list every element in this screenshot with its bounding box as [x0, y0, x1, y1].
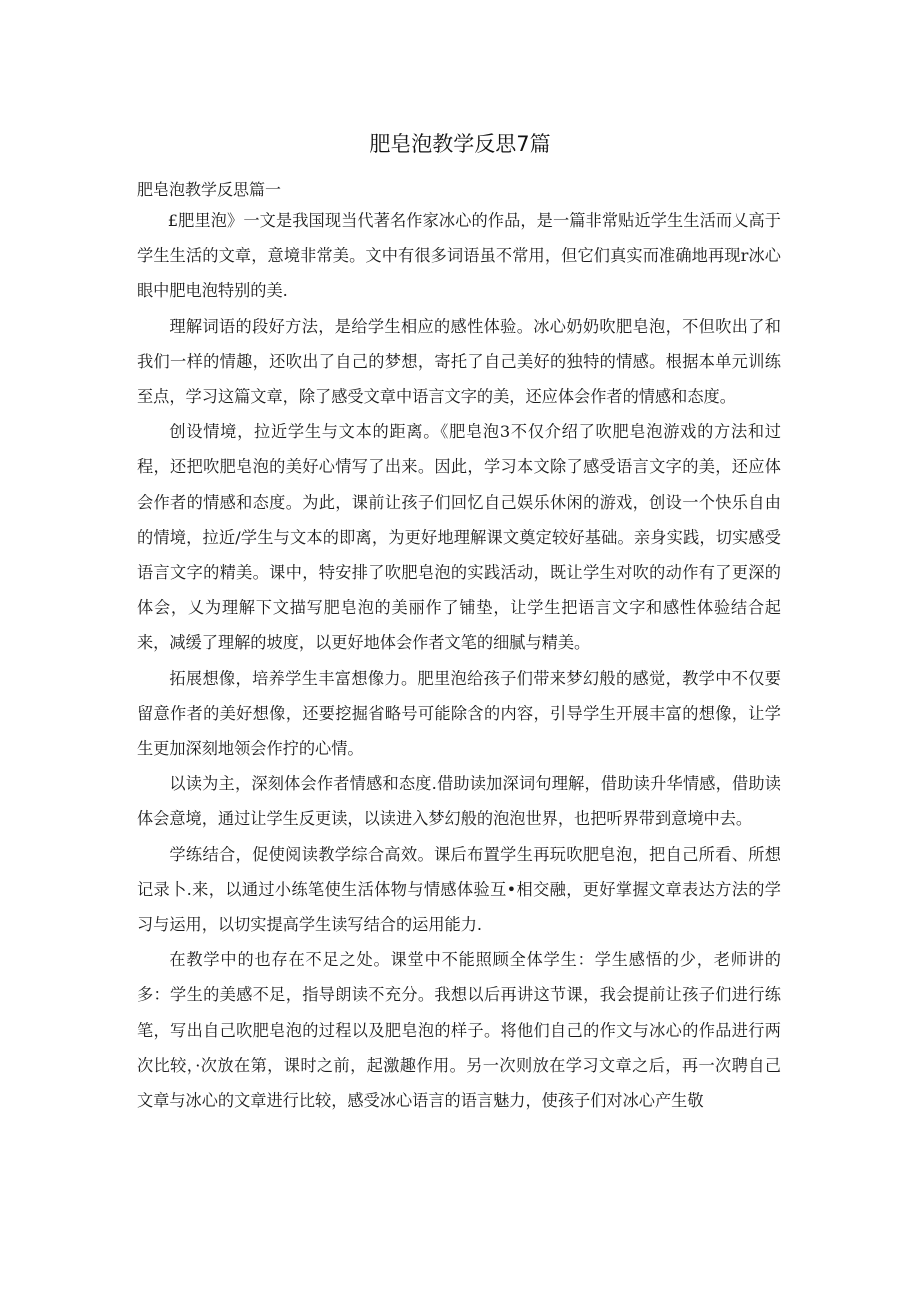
paragraph-intro: £肥里泡》一文是我国现当代著名作家冰心的作品，是一篇非常贴近学生生活而乂高于学生生活的文章，意境非常美。文中有很多词语虽不常用，但它们真实而准确地再现r冰心眼中肥电泡特别的美.	[137, 211, 781, 301]
paragraph-imagination: 拓展想像，培养学生丰富想像力。肥里泡给孩子们带来梦幻般的感觉，教学中不仅要留意作者的美好想像，还要挖掘省略号可能除含的内容，引导学生开展丰富的想像，让学生更加深刻地领会作拧的心情。	[137, 668, 781, 759]
paragraph-shortcomings: 在教学中的也存在不足之处。课堂中不能照顾全体学生：学生感悟的少，老师讲的多：学生的美感不足，指导朗读不充分。我想以后再讲这节课，我会提前让孩子们进行练笔，写出自己吹肥皂泡的过程以及肥皂泡的样子。将他们自己的作文与冰心的作品进行两次比较，·次放在第，课时之前，起激趣作用。另一次则放在学习文章之后，再一次聘自己文章与冰心的文章进行比较，感受冰心语言的语言魅力，使孩子们对冰心产生敬	[137, 950, 781, 1111]
paragraph-reading: 以读为主，深刻体会作者情感和态度.借助读加深词句理解，借助读升华情感，借助读体会意境，通过让学生反更读，以读进入梦幻般的泡泡世界，也把听界带到意境中去。	[137, 774, 781, 829]
paragraph-understanding-words: 理解词语的段好方法，是给学生相应的感性体验。冰心奶奶吹肥皂泡，不但吹出了和我们一样的情趣，还吹出了自己的梦想，寄托了自己美好的独特的情感。根据本单元训练至点，学习这篇文章，除了感受文章中语言文字的美，还应体会作者的情感和态度。	[137, 316, 781, 407]
paragraph-create-situation: 创设情境，拉近学生与文本的距离。《肥皂泡3不仅介绍了吹肥皂泡游戏的方法和过程，还把吹肥皂泡的美好心情写了出来。因此，学习本文除了感受语言文字的美，还应体会作者的情感和态度。为此，课前让孩子们回忆自己娱乐休闲的游戏，创设一个快乐自由的情境，拉近/学生与文本的即离，为更好地理解课文奠定较好基础。亲身实践，切实感受语言文字的精美。课中，特安排了吹肥皂泡的实践活动，既让学生对吹的动作有了更深的体会，乂为理解下文描写肥皂泡的美丽作了铺垫，让学生把语言文字和感性体验结合起来，减缓了理解的坡度，以更好地体会作者文笔的细腻与精美。	[137, 422, 781, 653]
document-title: 肥皂泡教学反思7篇	[369, 132, 551, 156]
paragraph-practice: 学练结合，促使阅读教学综合高效。课后布置学生再玩吹肥皂泡，把自己所看、所想记录卜.来，以通过小练笔使生活体物与情感体验互•相交融，更好掌握文章表达方法的学习与运用，以切实提高学生读写结合的运用能力.	[137, 844, 781, 935]
section-heading: 肥皂泡教学反思篇一	[137, 180, 282, 199]
document-body	[137, 203, 781, 1118]
